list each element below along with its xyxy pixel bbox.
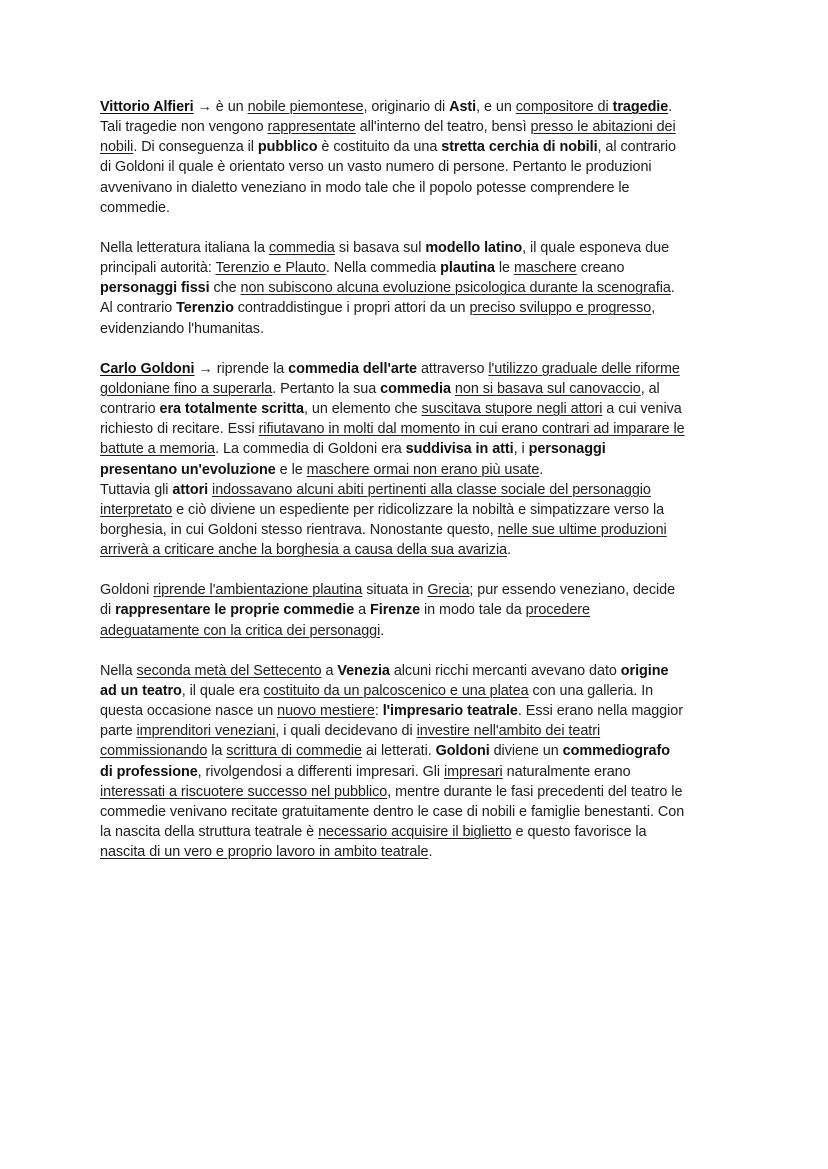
text-line [100, 580, 730, 600]
underlined-text: seconda metà del Settecento [136, 662, 322, 679]
text-run: , un elemento che [303, 401, 422, 418]
text-run: Tuttavia gli [100, 481, 173, 498]
bold-text: modello latino [425, 239, 523, 256]
text-run: Al contrario [100, 300, 177, 317]
underlined-text: investire nell'ambito dei teatri [416, 723, 601, 740]
bold-text: Terenzio [176, 300, 234, 317]
text-run: ; pur essendo veneziano, decide [469, 582, 676, 599]
bold-text: commedia [380, 380, 451, 397]
text-run: , al contrario [597, 139, 677, 156]
text-line [100, 238, 730, 258]
underlined-text: interpretato [100, 501, 173, 518]
text-line [100, 721, 730, 741]
text-run: che [209, 280, 241, 297]
text-run: avvenivano in dialetto veneziano in modo tale che il popolo potesse comprendere le [100, 179, 630, 196]
text-run: di Goldoni il quale è orientato verso un vasto numero di persone. Pertanto le produzioni [100, 159, 652, 176]
bold-text: presentano un'evoluzione [100, 461, 276, 478]
paragraph-alfieri [100, 97, 730, 218]
text-run: contraddistingue i propri attori da un [233, 300, 470, 317]
text-run: , i [513, 441, 529, 458]
underlined-text: goldoniane fino a superarla [100, 380, 273, 397]
text-run: situata in [362, 582, 428, 599]
text-line [100, 137, 730, 157]
text-line [100, 258, 730, 278]
paragraph-settecento [100, 661, 730, 863]
text-run: contrario [100, 401, 160, 418]
text-run: . [428, 844, 433, 861]
bold-text: suddivisa in atti [405, 441, 514, 458]
text-line [100, 621, 730, 641]
text-run: . Di conseguenza il [133, 139, 258, 156]
text-run: con una galleria. In [528, 682, 654, 699]
underlined-text: nobili [100, 139, 134, 156]
text-run: diviene un [489, 743, 563, 760]
text-line [100, 298, 730, 318]
text-run: , il quale era [181, 682, 264, 699]
underlined-text: nelle sue ultime produzioni [497, 521, 667, 538]
underlined-text: commissionando [100, 743, 208, 760]
underlined-text: Terenzio e Plauto [215, 260, 326, 277]
text-line [100, 500, 730, 520]
underlined-text: necessario acquisire il biglietto [318, 824, 512, 840]
text-run: e questo favorisce la [511, 824, 647, 840]
text-run: Nella letteratura italiana la [100, 239, 269, 256]
text-line [100, 822, 730, 842]
text-run: parte [100, 723, 137, 740]
bold-text: rappresentare le proprie commedie [115, 602, 355, 619]
text-run: attraverso [417, 360, 489, 377]
bold-text: pubblico [257, 139, 318, 156]
text-run: è costituito da una [317, 139, 442, 156]
underlined-text: indossavano alcuni abiti pertinenti alla classe sociale del personaggio [212, 481, 651, 498]
text-line [100, 762, 730, 782]
text-run: , rivolgendosi a differenti impresari. Gli [197, 763, 444, 780]
text-run: , [651, 300, 656, 317]
underlined-text: commedia [268, 239, 335, 256]
text-run: , mentre durante le fasi precedenti del teatro le [387, 783, 683, 800]
text-run: all'interno del teatro, bensì [355, 119, 531, 136]
underlined-text: arriverà a criticare anche la borghesia a causa della sua avarizia [100, 542, 508, 559]
text-line [100, 319, 730, 339]
text-run: commedie. [100, 199, 170, 216]
bold-text: ad un teatro [100, 682, 182, 699]
bold-text: personaggi fissi [100, 280, 210, 297]
text-run: questa occasione nasce un [100, 703, 278, 720]
underlined-text: nascita di un vero e proprio lavoro in ambito teatrale [100, 844, 429, 861]
text-run: . Pertanto la sua [272, 380, 381, 397]
underlined-text: preciso sviluppo e progresso [469, 300, 652, 317]
text-run: ai letterati. [362, 743, 436, 760]
bold-text: commediografo [562, 743, 670, 760]
bold-underlined-text: tragedie [612, 99, 669, 115]
text-run: , al [640, 380, 660, 397]
underlined-text: maschere [513, 260, 577, 277]
text-run: , i quali decidevano di [275, 723, 417, 740]
text-run: . [668, 99, 673, 115]
text-run: . Essi erano nella maggior [517, 703, 683, 720]
text-run: commedie venivano recitate gratuitamente dentro le case di nobili e famiglie benestanti. Con [100, 803, 685, 820]
text-line [100, 701, 730, 721]
text-line [100, 480, 730, 500]
text-run: e le [275, 461, 307, 478]
text-line [100, 842, 730, 862]
underlined-text: suscitava stupore negli attori [421, 401, 603, 418]
underlined-text: interessati a riscuotere successo nel pubblico [100, 783, 388, 800]
text-run: creano [576, 260, 625, 277]
underlined-text: imprenditori veneziani [136, 723, 276, 740]
paragraph-carlo-goldoni [100, 359, 730, 561]
text-run: . Nella commedia [325, 260, 441, 277]
text-line [100, 540, 730, 560]
text-line [100, 520, 730, 540]
text-line [100, 661, 730, 681]
bold-text: plautina [440, 260, 495, 277]
text-run: → riprende la [194, 360, 289, 377]
bold-text: di professione [100, 763, 198, 780]
underlined-text: impresari [443, 763, 503, 780]
bold-underlined-text: Carlo Goldoni [100, 360, 195, 377]
bold-text: personaggi [528, 441, 606, 458]
text-run: naturalmente erano [502, 763, 631, 780]
text-run: borghesia, in cui Goldoni stesso rientrava. Nonostante questo, [100, 521, 498, 538]
text-line [100, 600, 730, 620]
text-line [100, 178, 730, 198]
underlined-text: presso le abitazioni dei [530, 119, 676, 136]
text-run: di [100, 602, 116, 619]
document-body [100, 97, 730, 882]
text-run: , originario di [363, 99, 450, 115]
text-line [100, 439, 730, 459]
text-run: . La commedia di Goldoni era [215, 441, 406, 458]
underlined-text: costituito da un palcoscenico e una platea [263, 682, 529, 699]
underlined-text: non subiscono alcuna evoluzione psicologica durante la scenografia [240, 280, 671, 297]
text-run: , il quale esponeva due [522, 239, 670, 256]
text-line [100, 278, 730, 298]
text-run: Nella [100, 662, 137, 679]
text-run: e ciò diviene un espediente per ridicolizzare la nobiltà e simpatizzare verso la [172, 501, 665, 518]
text-line [100, 379, 730, 399]
text-line [100, 117, 730, 137]
text-line [100, 399, 730, 419]
text-line [100, 802, 730, 822]
text-run: a [354, 602, 371, 619]
text-run: Goldoni [100, 582, 154, 599]
text-run: . [539, 461, 544, 478]
text-run: a cui veniva [602, 401, 682, 418]
bold-text: origine [620, 662, 669, 679]
underlined-text: rappresentate [267, 119, 356, 136]
underlined-text: adeguatamente con la critica dei personaggi [100, 622, 381, 639]
text-run: . [670, 280, 675, 297]
text-run: → è un [193, 99, 248, 115]
underlined-text: procedere [525, 602, 590, 619]
text-run: a [321, 662, 338, 679]
text-run: alcuni ricchi mercanti avevano dato [389, 662, 621, 679]
text-line [100, 419, 730, 439]
text-line [100, 97, 730, 117]
underlined-text: compositore di [515, 99, 613, 115]
bold-text: era totalmente scritta [159, 401, 304, 418]
bold-text: stretta cerchia di nobili [441, 139, 598, 156]
text-line [100, 157, 730, 177]
bold-text: Firenze [370, 602, 421, 619]
text-line [100, 198, 730, 218]
underlined-text: battute a memoria [100, 441, 216, 458]
underlined-text: Grecia [427, 582, 470, 599]
underlined-text: nuovo mestiere [277, 703, 375, 720]
text-run: evidenziando l'humanitas. [100, 320, 264, 337]
text-line [100, 782, 730, 802]
text-line [100, 460, 730, 480]
text-run: la nascita della struttura teatrale è [100, 824, 319, 840]
underlined-text: rifiutavano in molti dal momento in cui erano contrari ad imparare le [258, 421, 685, 438]
bold-text: Goldoni [435, 743, 490, 760]
bold-text: Asti [449, 99, 477, 115]
text-line [100, 359, 730, 379]
bold-underlined-text: Vittorio Alfieri [100, 99, 194, 115]
underlined-text: riprende l'ambientazione plautina [153, 582, 363, 599]
underlined-text: l'utilizzo graduale delle riforme [488, 360, 680, 377]
bold-text: l'impresario teatrale [382, 703, 518, 720]
text-run: . [380, 622, 385, 639]
text-run: : [374, 703, 383, 720]
text-run: principali autorità: [100, 260, 216, 277]
text-run: le [494, 260, 514, 277]
underlined-text: non si basava sul canovaccio [454, 380, 641, 397]
underlined-text: nobile piemontese [247, 99, 364, 115]
underlined-text: maschere ormai non erano più usate [306, 461, 540, 478]
bold-text: attori [172, 481, 209, 498]
text-run: , e un [476, 99, 516, 115]
text-run: . [507, 542, 512, 559]
text-line [100, 681, 730, 701]
text-run: richiesto di recitare. Essi [100, 421, 259, 438]
paragraph-letteratura-italiana [100, 238, 730, 339]
text-run: la [207, 743, 227, 760]
text-run: si basava sul [334, 239, 426, 256]
text-line [100, 741, 730, 761]
text-run: in modo tale da [420, 602, 526, 619]
bold-text: Venezia [337, 662, 390, 679]
bold-text: commedia dell'arte [288, 360, 418, 377]
paragraph-ambientazione [100, 580, 730, 640]
underlined-text: scrittura di commedie [226, 743, 362, 760]
text-run: Tali tragedie non vengono [100, 119, 268, 136]
